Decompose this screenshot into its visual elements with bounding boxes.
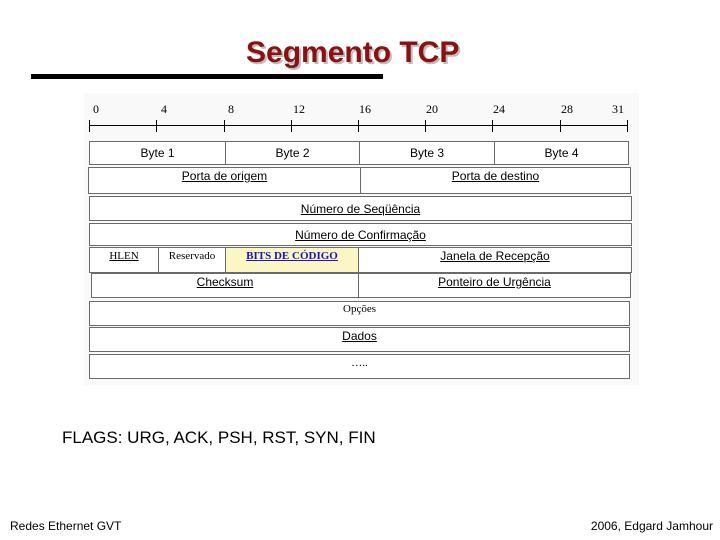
ruler-tick [291,120,292,132]
ruler-tick-label: 20 [426,102,438,116]
byte-label: Byte 2 [275,146,310,160]
continuation-field [89,354,630,379]
byte-label: Byte 1 [140,146,175,160]
options-label: Opções [343,303,376,315]
checksum-field [91,273,359,298]
acknowledgment-number-field [89,223,632,246]
continuation-label: ….. [351,357,368,369]
receive-window-label: Janela de Recepção [440,249,550,263]
destination-port-field [360,167,631,194]
checksum-label: Checksum [196,275,254,289]
ruler-tick [156,120,157,132]
receive-window-field [358,247,632,273]
urgent-pointer-label: Ponteiro de Urgência [438,275,551,289]
reserved-field [158,247,226,273]
footer-course: Redes Ethernet GVT [10,519,122,533]
data-label: Dados [342,329,377,343]
sequence-number-field [89,196,632,221]
ruler-tick-label: 8 [228,102,234,116]
footer-author: 2006, Edgard Jamhour [590,519,713,533]
destination-port-label: Porta de destino [451,169,540,183]
byte-label: Byte 3 [409,146,445,160]
reserved-label: Reservado [168,250,216,262]
urgent-pointer-field [358,273,631,298]
flags-text: FLAGS: URG, ACK, PSH, RST, SYN, FIN [62,428,376,447]
byte-2-cell [225,141,360,165]
ruler-tick [224,120,225,132]
ruler-tick [627,120,628,132]
byte-3-cell [359,141,495,165]
code-bits-field [225,247,359,273]
ruler-tick-label: 0 [93,102,99,116]
ruler-tick [358,120,359,132]
ruler-tick-label: 4 [161,102,167,116]
options-field [89,301,630,326]
byte-4-cell [494,141,629,165]
data-field [89,327,630,352]
ruler-tick [492,120,493,132]
source-port-label: Porta de origem [181,169,268,183]
ruler-tick [560,120,561,132]
slide-title: Segmento TCP [246,36,460,69]
acknowledgment-number-label: Número de Confirmação [295,227,426,242]
hlen-field [89,247,159,273]
byte-1-cell [89,141,226,165]
ruler-tick [89,120,90,132]
title-underline [31,74,383,79]
byte-label: Byte 4 [544,146,579,160]
ruler-tick-label: 16 [359,102,371,116]
ruler-tick-label: 24 [493,102,505,116]
ruler-tick [425,120,426,132]
ruler-tick-label: 28 [561,102,573,116]
hlen-label: HLEN [109,250,139,262]
code-bits-label: BITS DE CÓDIGO [246,250,338,262]
sequence-number-label: Número de Seqüência [300,201,421,216]
ruler-tick-label: 31 [612,102,624,116]
source-port-field [88,167,361,194]
ruler-tick-label: 12 [293,102,305,116]
